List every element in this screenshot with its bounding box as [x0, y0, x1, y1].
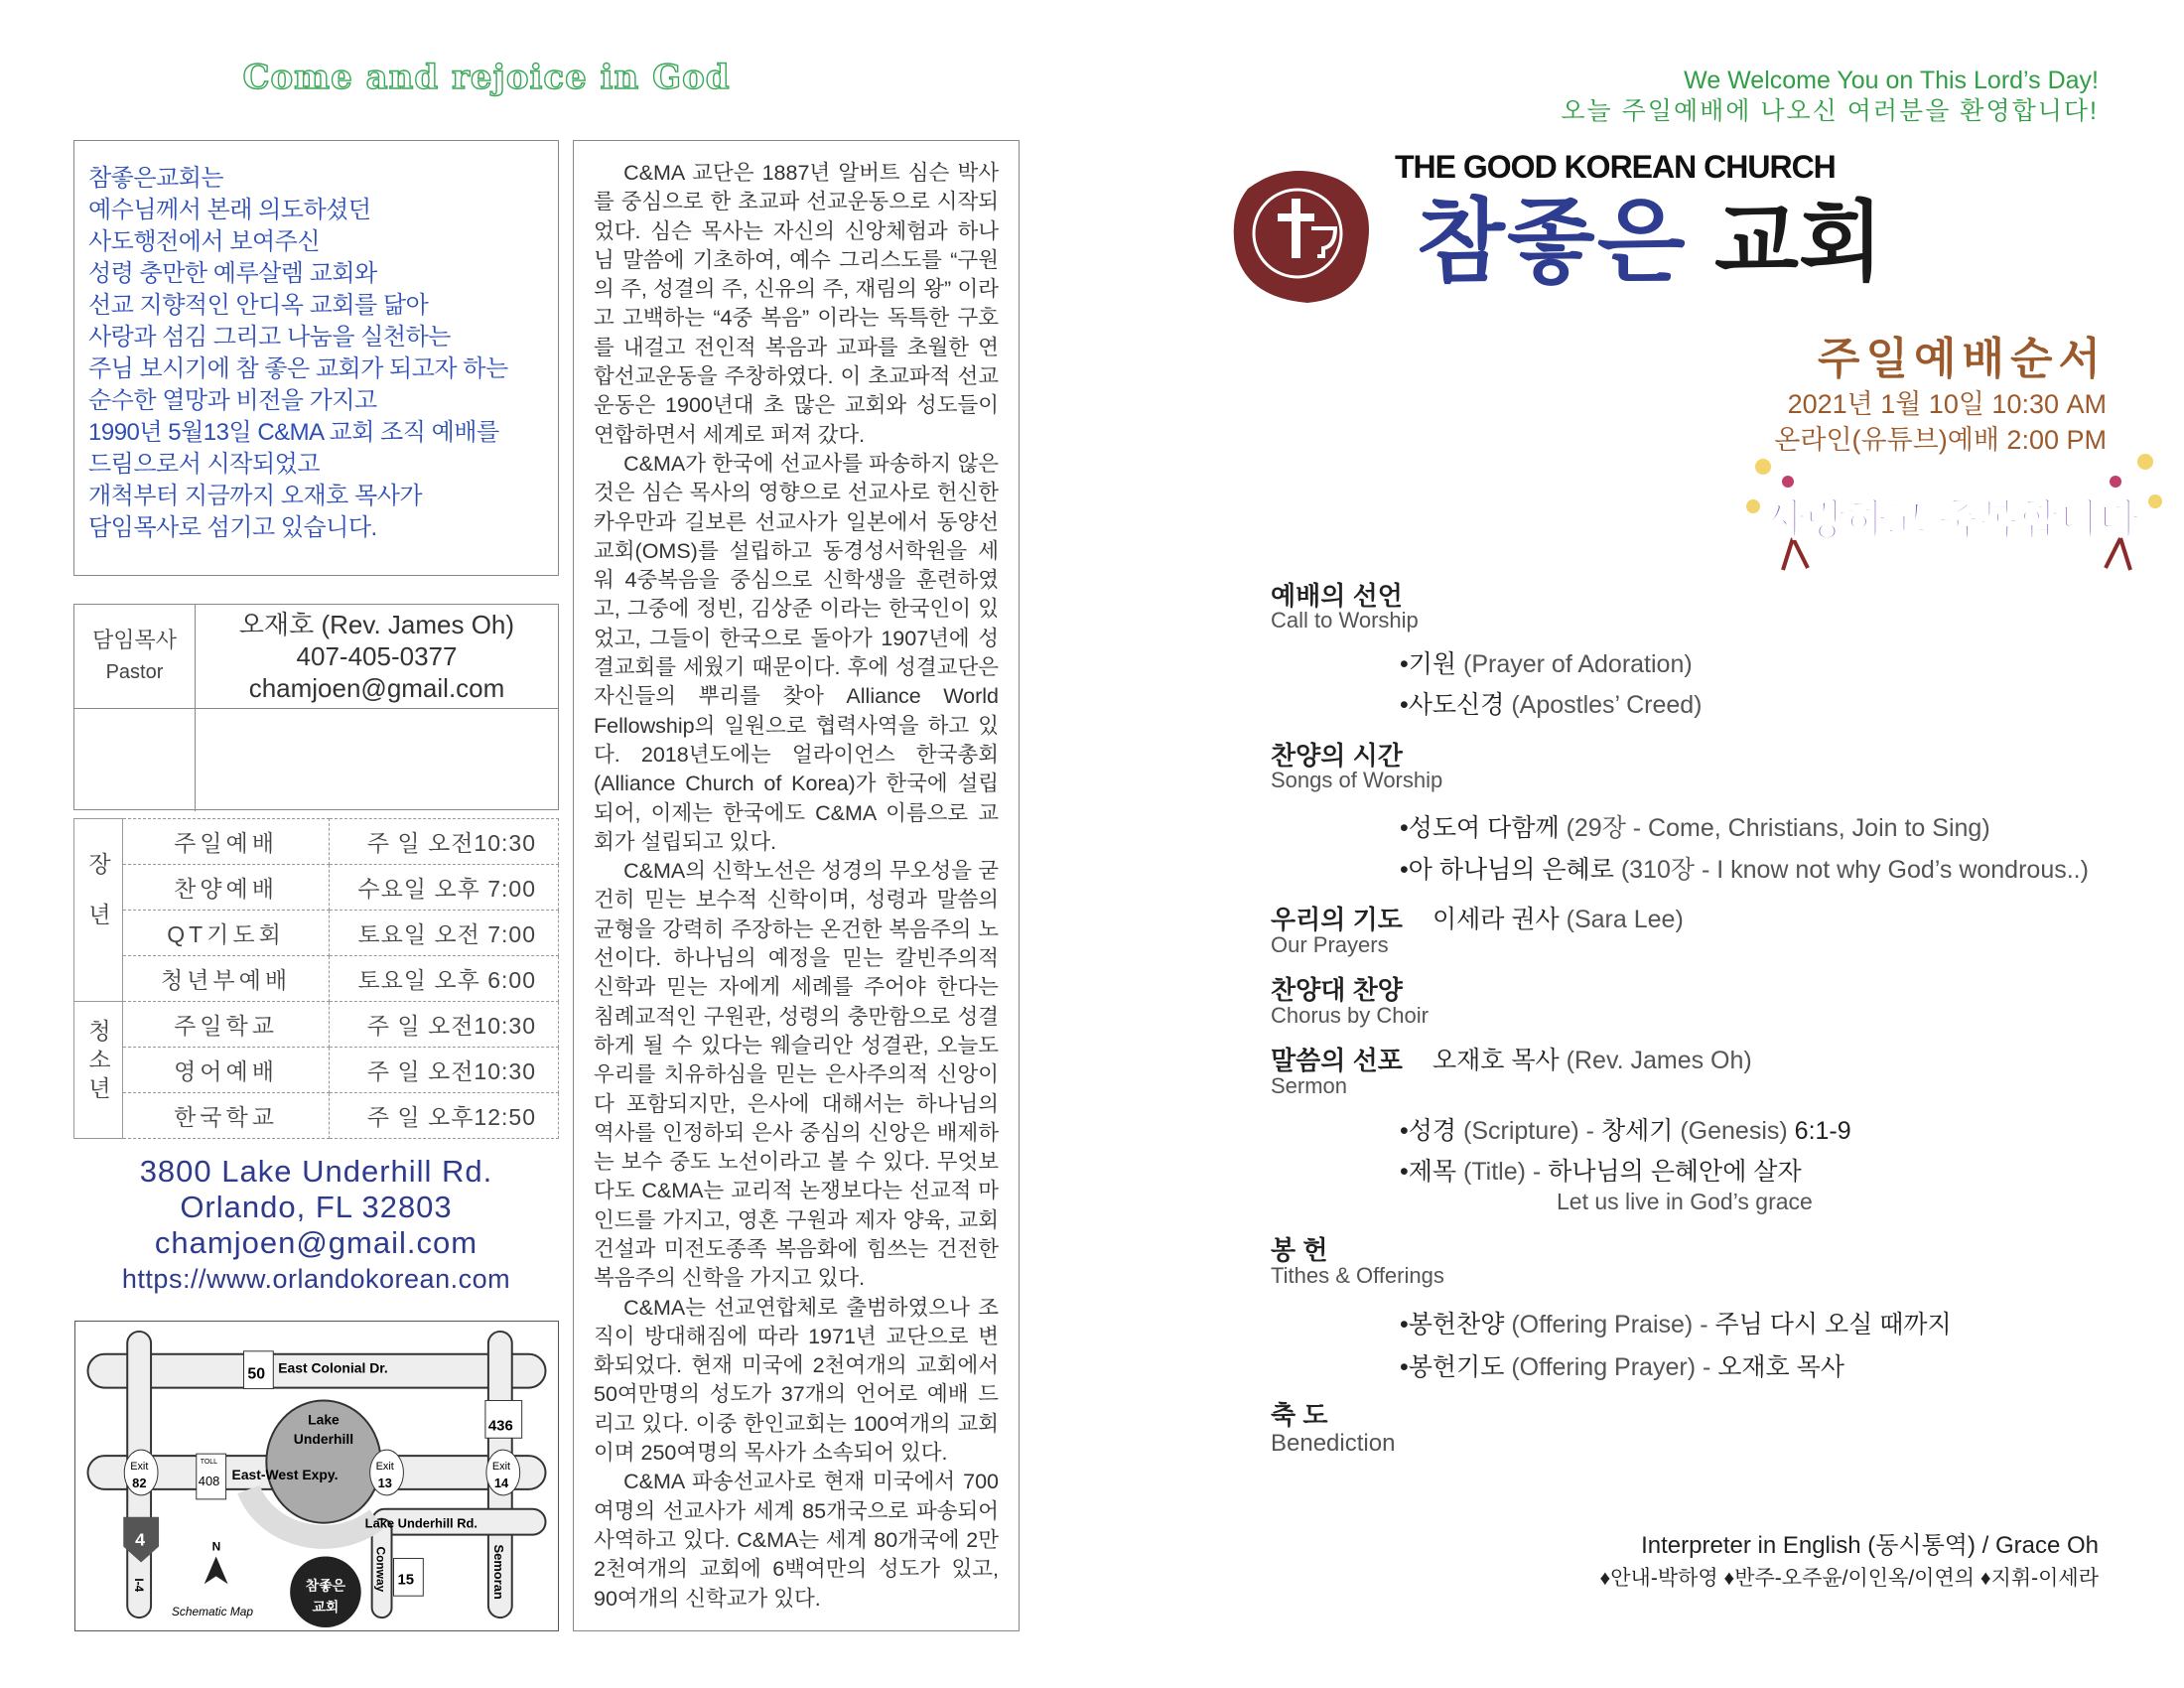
intro-line: 선교 지향적인 안디옥 교회를 닮아 [88, 292, 429, 319]
logo-ko-black: 교회 [1714, 193, 1884, 291]
section-call: 예배의 선언 [1271, 581, 1403, 611]
address-street: 3800 Lake Underhill Rd. [139, 1154, 493, 1189]
section-sermon-en: Sermon [1271, 1073, 1348, 1098]
section-call-en: Call to Worship [1271, 608, 1419, 633]
online-service-time: 온라인(유튜브)예배 2:00 PM [1774, 425, 2107, 455]
pastor-box [73, 604, 559, 810]
map-conway: Conway [373, 1546, 388, 1593]
motto: Come and rejoice in God [242, 58, 731, 97]
blessing-banner [1733, 447, 2170, 571]
item-offering-praise: •봉헌찬양 (Offering Praise) - 주님 다시 오실 때까지 [1400, 1311, 1952, 1338]
section-sermon: 말씀의 선포 [1271, 1046, 1403, 1075]
item-offering-prayer: •봉헌기도 (Offering Prayer) - 오재호 목사 [1400, 1353, 1844, 1381]
church-intro [73, 140, 559, 576]
interpreter: Interpreter in English (동시통역) / Grace Oh [1641, 1532, 2099, 1559]
welcome [1561, 66, 2099, 127]
map-caption: Schematic Map [171, 1605, 254, 1619]
table-row: 영어예배 주 일 오전10:30 [74, 1048, 559, 1093]
map-colonial: East Colonial Dr. [278, 1359, 388, 1376]
map-r436: 436 [487, 1418, 513, 1435]
table-row: 청소년 주일학교 주 일 오전10:30 [74, 1002, 559, 1048]
pastor-phone: 407-405-0377 [296, 641, 458, 671]
map-lake2: Underhill [293, 1431, 354, 1448]
map-exit-13: 13 [377, 1475, 392, 1490]
intro-line: 예수님께서 본래 의도하셨던 [88, 197, 371, 223]
intro-line: 드림으로서 시작되었고 [88, 451, 321, 478]
history-paragraph: C&MA의 신학노선은 성경의 무오성을 굳건히 믿는 보수적 신학이며, 성령과 말씀의 균형을 강력히 주장하는 온건한 복음주의 노선이다. 하나님의 예정을 믿는 칼빈주의적 신학과 믿는 자에게 세례를 주어야 한다는 침례교적인 구원관, 성령의 충만함으로 성결하게 될 수 있다는 웨슬리안 성결관, 오늘도 우리를 치유하심을 믿는 은사주의적 신앙이다 포함되지만, 은사에 대해서는 하나님의 역사를 인정하되 은사 중심의 신앙은 배제하는 보수 중도 노선이라고 볼 수 있다. 무엇보다도 C&MA는 교리적 논쟁보다는 선교적 마인드를 가지고, 영혼 구원과 제자 양육, 교회 건설과 미전도종족 복음화에 힘쓰는 건전한 복음주의 신학을 가지고 있다. [594, 859, 999, 1291]
section-songs-en: Songs of Worship [1271, 768, 1443, 792]
intro-line: 개척부터 지금까지 오재호 목사가 [88, 483, 423, 509]
section-prayer: 우리의 기도 [1271, 905, 1403, 934]
pastor-email[interactable]: chamjoen@gmail.com [248, 673, 505, 703]
cma-emblem-icon [1228, 159, 1377, 308]
intro-line: 1990년 5월13일 C&MA 교회 조직 예배를 [88, 419, 499, 446]
section-benediction-en: Benediction [1271, 1430, 1396, 1457]
section-offering-en: Tithes & Offerings [1271, 1263, 1444, 1288]
map-semoran: Semoran [490, 1544, 506, 1600]
map-exit-label: Exit [491, 1461, 511, 1474]
address-email[interactable]: chamjoen@gmail.com [154, 1225, 478, 1260]
section-choir-en: Chorus by Choir [1271, 1003, 1429, 1028]
pastor-label: 담임목사 [91, 628, 177, 652]
item-sermon-title: •제목 (Title) - 하나님의 은혜안에 살자 [1400, 1158, 1802, 1186]
preacher: 오재호 목사 (Rev. James Oh) [1433, 1047, 1752, 1074]
intro-line: 담임목사로 섬기고 있습니다. [88, 514, 377, 541]
order-title: 주일예배순서 [1817, 335, 2107, 383]
schematic-map [74, 1321, 559, 1631]
cma-history [573, 140, 1020, 1631]
intro-line: 성령 충만한 예루살렘 교회와 [88, 260, 377, 287]
logo-ko-blue: 참좋은 [1417, 192, 1688, 293]
item-creed: •사도신경 (Apostles’ Creed) [1400, 691, 1703, 719]
welcome-ko: 오늘 주일예배에 나오신 여러분을 환영합니다! [1561, 97, 2099, 125]
service-date: 2021년 1월 10일 10:30 AM [1787, 389, 2107, 419]
section-benediction: 축 도 [1271, 1400, 1328, 1430]
history-paragraph: C&MA는 선교연합체로 출범하였으나 조직이 방대해짐에 따라 1971년 교단으로 변화되었다. 현재 미국에 2천여개의 교회에서 50여만명의 성도가 37개의 언어로 예배 드리고 있다. 이중 한인교회는 100여개의 교회이며 250여명의 목사가 소속되어 있다. [594, 1295, 999, 1466]
map-i4-shield: 4 [135, 1529, 146, 1550]
section-choir: 찬양대 찬양 [1271, 975, 1403, 1005]
section-offering: 봉 헌 [1271, 1235, 1328, 1265]
map-lake: Lake [308, 1411, 340, 1428]
map-church: 교회 [312, 1599, 340, 1616]
logo-en: THE GOOD KOREAN CHURCH [1395, 149, 1836, 185]
history-paragraph: C&MA 파송선교사로 현재 미국에서 700여명의 선교사가 세계 85개국으로 파송되어 사역하고 있다. C&MA는 세계 80개국에 2만2천여개의 교회에 6백여만의 성도가 있고, 90여개의 신학교가 있다. [594, 1470, 999, 1611]
table-row: QT기도회 토요일 오전 7:00 [74, 911, 559, 956]
blank-cell [74, 708, 196, 811]
map-toll: TOLL [200, 1459, 217, 1467]
pastor-name: 오재호 (Rev. James Oh) [238, 610, 515, 639]
blank-cell [196, 708, 558, 811]
item-scripture: •성경 (Scripture) - 창세기 (Genesis) 6:1-9 [1400, 1117, 1851, 1145]
intro-line: 사랑과 섬김 그리고 나눔을 실천하는 [88, 324, 451, 351]
map-r15: 15 [397, 1572, 415, 1589]
table-row: 장년 주일예배 주 일 오전10:30 [74, 819, 559, 865]
item-hymn-1: •성도여 다함께 (29장 - Come, Christians, Join to Sing) [1400, 814, 1990, 842]
website-link[interactable]: https://www.orlandokorean.com [121, 1264, 511, 1294]
map-r50: 50 [247, 1365, 266, 1383]
prayer-leader: 이세라 권사 (Sara Lee) [1433, 906, 1684, 933]
history-paragraph: C&MA 교단은 1887년 알버트 심슨 박사를 중심으로 한 초교파 선교운동으로 시작되었다. 심슨 목사는 자신의 신앙체험과 하나님 말씀에 기초하여, 예수 그리스도를 “구원의 주, 성결의 주, 신유의 주, 재림의 왕” 이라고 고백하는 “4중 복음” 이라는 독특한 구호를 내걸고 전인적 복음과 교파를 초월한 연합선교운동을 주창하였다. 이 초교파적 선교운동은 1900년대 초 많은 교회와 성도들이 연합하면서 세계로 퍼져 갔다. [594, 161, 999, 447]
pastor-label-en: Pastor [105, 661, 164, 683]
map-exit-14: 14 [493, 1475, 509, 1490]
map-exit-82: 82 [132, 1475, 147, 1490]
map-expy: East-West Expy. [231, 1466, 339, 1482]
table-row: 찬양예배 수요일 오후 7:00 [74, 865, 559, 911]
map-north: N [211, 1539, 221, 1554]
north-arrow-icon [205, 1556, 228, 1584]
footer [1600, 1529, 2099, 1595]
map-i4: I-4 [132, 1578, 147, 1593]
banner-text: 사랑하고 축복합니다 [1764, 496, 2139, 543]
section-prayer-en: Our Prayers [1271, 932, 1389, 957]
map-lake-underhill-rd: Lake Underhill Rd. [364, 1515, 478, 1531]
intro-line: 사도행전에서 보여주신 [88, 228, 321, 255]
service-schedule [73, 818, 559, 1139]
group-adult: 장년 [74, 819, 123, 1002]
address-city: Orlando, FL 32803 [180, 1190, 453, 1224]
group-youth: 청소년 [74, 1002, 123, 1139]
intro-line: 참좋은교회는 [88, 165, 224, 192]
map-r408: 408 [198, 1473, 220, 1488]
address [73, 1154, 559, 1297]
item-adoration: •기원 (Prayer of Adoration) [1400, 650, 1693, 678]
order-header [1774, 323, 2107, 458]
welcome-en: We Welcome You on This Lord’s Day! [1684, 67, 2099, 94]
map-church: 참좋은 [305, 1577, 346, 1594]
staff-list: ♦안내-박하영 ♦반주-오주윤/이인옥/이연의 ♦지휘-이세라 [1599, 1567, 2099, 1590]
sermon-title-en: Let us live in God’s grace [1557, 1189, 1813, 1214]
map-exit-label: Exit [130, 1461, 149, 1474]
table-row: 한국학교 주 일 오후12:50 [74, 1093, 559, 1139]
map-exit-label: Exit [375, 1461, 394, 1474]
table-row: 청년부예배 토요일 오후 6:00 [74, 956, 559, 1002]
section-songs: 찬양의 시간 [1271, 741, 1403, 771]
church-logo [1228, 149, 1884, 298]
item-hymn-2: •아 하나님의 은혜로 (310장 - I know not why God’s wondrous..) [1400, 856, 2089, 884]
intro-line: 순수한 열망과 비전을 가지고 [88, 387, 377, 414]
intro-line: 주님 보시기에 참 좋은 교회가 되고자 하는 [88, 355, 508, 382]
history-paragraph: C&MA가 한국에 선교사를 파송하지 않은 것은 심슨 목사의 영향으로 선교사로 헌신한 카우만과 길보른 선교사가 일본에서 동양선교회(OMS)를 설립하고 동경성서학원을 세워 4중복음을 중심으로 신학생을 훈련하였고, 그중에 정빈, 김상준 이라는 한국인이 있었고, 그들이 한국으로 돌아가 1907년에 성결교회를 세웠기 때문이다. 후에 성결교단은 자신들의 뿌리를 찾아 Alliance World Fellowship의 일원으로 협력사역을 하고 있다. 2018년도에는 얼라이언스 한국총회(Alliance Church of Korea)가 한국에 설립되어, 이제는 한국에도 C&MA 이름으로 교회가 설립되고 있다. [594, 451, 999, 854]
